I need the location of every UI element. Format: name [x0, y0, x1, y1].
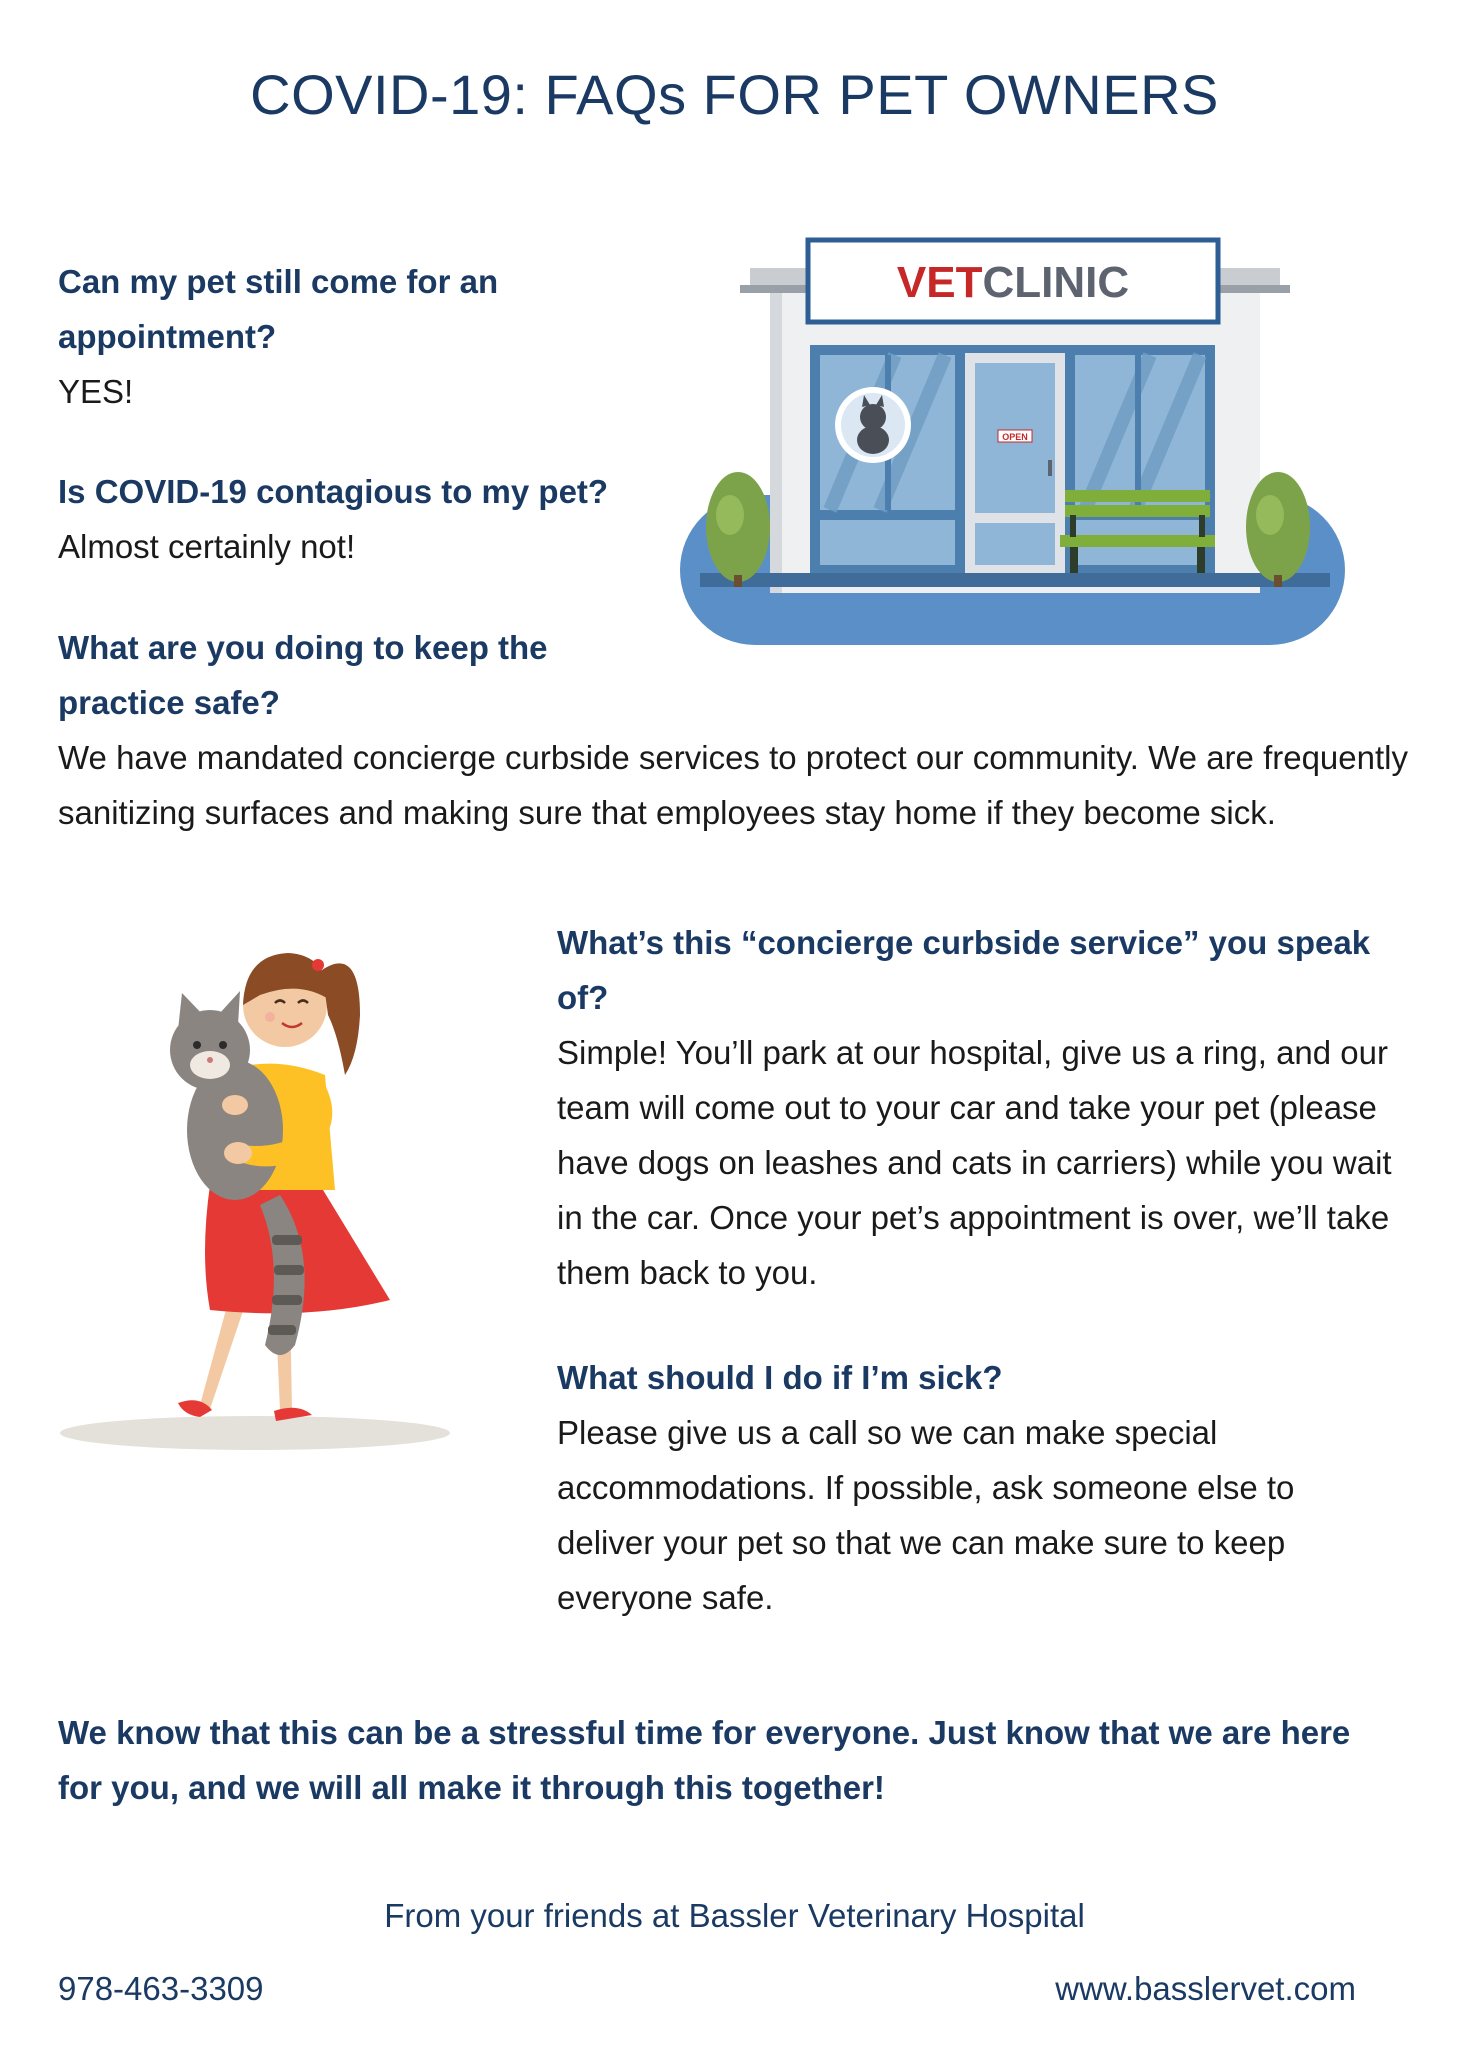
- closing-message: We know that this can be a stressful time for everyone. Just know that we are here for you, and we will all make it through this together!: [58, 1714, 1351, 1806]
- sign-vet-text: VET: [896, 258, 983, 307]
- faq-question: What’s this “concierge curbside service” you speak of?: [557, 924, 1371, 1016]
- footer-phone[interactable]: 978-463-3309: [58, 1970, 264, 2007]
- open-sign-text: OPEN: [1002, 432, 1028, 442]
- vet-clinic-illustration: [680, 235, 1350, 650]
- faq-question: Is COVID-19 contagious to my pet?: [58, 473, 609, 510]
- sign-clinic-text: CLINIC: [982, 258, 1130, 307]
- footer-website-link[interactable]: www.basslervet.com: [1055, 1970, 1356, 2007]
- faq-item-curbside: [557, 915, 1407, 1300]
- footer-friends: From your friends at Bassler Veterinary Hospital: [384, 1897, 1085, 1934]
- faq-answer: YES!: [58, 373, 134, 410]
- faq-item-practice-safe: [58, 620, 1428, 840]
- svg-text:VETCLINIC: [897, 258, 1129, 307]
- faq-question: Can my pet still come for an appointment?: [58, 263, 499, 355]
- faq-item-sick: [557, 1350, 1387, 1625]
- faq-answer: Please give us a call so we can make special accommodations. If possible, ask someone else to deliver your pet so that we can make sure to keep everyone safe.: [557, 1414, 1295, 1616]
- faq-item-contagious: [58, 464, 698, 574]
- faq-question: What should I do if I’m sick?: [557, 1359, 1003, 1396]
- faq-item-appointment: [58, 254, 578, 419]
- faq-answer: We have mandated concierge curbside services to protect our community. We are frequently sanitizing surfaces and making sure that employees stay home if they become sick.: [58, 739, 1408, 831]
- faq-question: What are you doing to keep the practice safe?: [58, 629, 548, 721]
- girl-with-cat-illustration: [60, 925, 460, 1465]
- page-title: COVID-19: FAQs FOR PET OWNERS: [250, 63, 1219, 126]
- faq-answer: Almost certainly not!: [58, 528, 356, 565]
- faq-answer: Simple! You’ll park at our hospital, give us a ring, and our team will come out to your car and take your pet (please have dogs on leashes and cats in carriers) while you wait in the car. Once your pet’s appointment is over, we’ll take them back to you.: [557, 1034, 1392, 1291]
